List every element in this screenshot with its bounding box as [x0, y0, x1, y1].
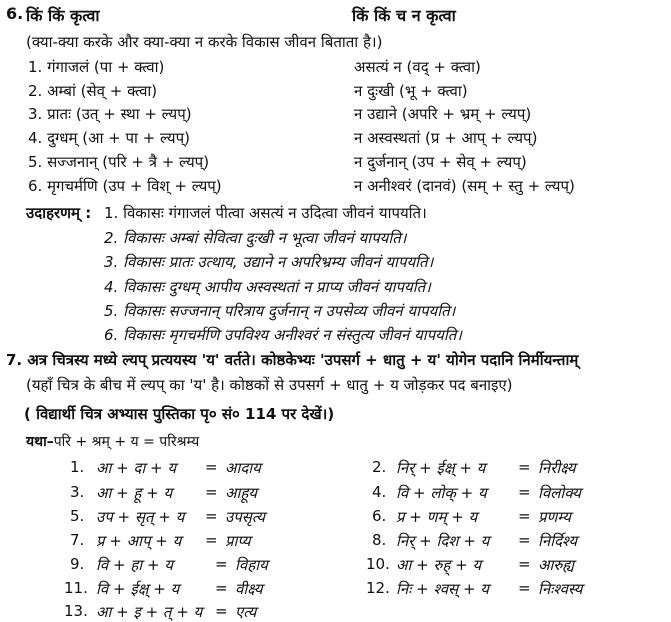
example-label: यथा– — [26, 434, 54, 450]
section-7-subtitle: (यहाँ चित्र के बीच में ल्यप् का 'य' है। कोष्ठकों से उपसर्ग + धातु + य जोड़कर पद बनाइए) — [26, 376, 513, 394]
word-item-8-result: निर्दिश्य — [538, 532, 578, 550]
word-item-12: 12. — [366, 579, 390, 597]
word-item-13-eq: = — [215, 602, 228, 620]
word-item-2-expr: निर् + ईक्ष् + य — [396, 459, 486, 477]
right-item-6: न अनीश्वरं (दानवं) (सम् + स्तु + ल्यप्) — [354, 177, 575, 195]
word-item-12-eq: = — [518, 579, 531, 597]
word-item-10-result: आरुह्य — [538, 556, 575, 574]
word-item-4: 4. — [372, 483, 387, 501]
word-item-5-expr: उप + सृत् + य — [96, 508, 185, 526]
word-item-10: 10. — [366, 555, 390, 573]
section-7-title: 7. अत्र चित्रस्य मध्ये ल्यप् प्रत्ययस्य 'य' वर्तते। कोष्ठकेभ्यः 'उपसर्ग + धातु + य' योगेन पदानि निर्मीयन्ताम् — [6, 351, 579, 369]
word-item-3-result: आहूय — [225, 484, 257, 502]
word-item-3-expr: आ + हू + य — [96, 484, 173, 502]
word-item-2-result: निरीक्ष्य — [538, 459, 576, 477]
word-item-2-eq: = — [518, 458, 531, 476]
left-item-5: 5. सज्जनान् (परि + त्रै + ल्यप्) — [28, 153, 210, 171]
word-item-9-expr: वि + हा + य — [96, 556, 173, 574]
example-2: 2. विकासः अम्बां सेवित्वा दुःखी न भूत्वा जीवनं यापयति। — [104, 229, 407, 247]
word-item-7: 7. — [70, 531, 85, 549]
word-item-5-eq: = — [205, 507, 218, 525]
word-item-4-result: विलोक्य — [538, 484, 582, 502]
word-item-1-eq: = — [205, 458, 218, 476]
example-1: 1. विकासः गंगाजलं पीत्वा असत्यं न उदित्वा जीवनं यापयति। — [104, 204, 427, 222]
word-item-4-expr: वि + लोक् + य — [396, 484, 487, 502]
word-item-11: 11. — [64, 579, 88, 597]
word-item-12-result: निःश्वस्य — [538, 580, 583, 598]
word-item-1: 1. — [70, 458, 85, 476]
section-7-example — [26, 432, 199, 451]
word-item-1-expr: आ + दा + य — [96, 459, 177, 477]
word-item-7-result: प्राप्य — [225, 532, 251, 550]
right-item-2: न दुःखी (भू + क्त्वा) — [354, 82, 468, 100]
section-6-title-left: किं किं कृत्वा — [26, 6, 100, 25]
left-item-6: 6. मृगचर्मणि (उप + विश् + ल्यप्) — [28, 177, 222, 195]
left-item-1: 1. गंगाजलं (पा + क्त्वा) — [28, 58, 165, 76]
word-item-12-expr: निः + श्वस् + य — [396, 580, 490, 598]
right-item-5: न दुर्जनान् (उप + सेव् + ल्यप्) — [354, 153, 527, 171]
example-3: 3. विकासः प्रातः उत्थाय, उद्याने न अपरिभ्रम्य जीवनं यापयति। — [104, 253, 434, 271]
word-item-9-eq: = — [215, 555, 228, 573]
right-item-3: न उद्याने (अपरि + भ्रम् + ल्यप्) — [354, 105, 532, 123]
section-6-number: 6. — [6, 4, 24, 23]
word-item-10-eq: = — [518, 555, 531, 573]
word-item-8: 8. — [372, 531, 387, 549]
word-item-8-expr: निर् + दिश + य — [396, 532, 490, 550]
word-item-9: 9. — [70, 555, 85, 573]
word-item-5: 5. — [70, 507, 85, 525]
section-7-note: ( विद्यार्थी चित्र अभ्यास पुस्तिका पृ० सं० 114 पर देखें।) — [24, 405, 335, 423]
word-item-6: 6. — [372, 507, 387, 525]
word-item-11-expr: वि + ईक्ष् + य — [96, 580, 180, 598]
word-item-6-result: प्रणम्य — [538, 508, 571, 526]
word-item-9-result: विहाय — [235, 556, 268, 574]
section-6-title-right: किं किं च न कृत्वा — [352, 6, 456, 25]
example-text: परि + श्रम् + य = परिश्रम्य — [53, 434, 200, 450]
word-item-13-expr: आ + इ + त् + य — [96, 603, 203, 621]
word-item-5-result: उपसृत्य — [225, 508, 265, 526]
examples-label: उदाहरणम् : — [26, 204, 92, 222]
word-item-7-eq: = — [205, 531, 218, 549]
word-item-13-result: एत्य — [235, 603, 257, 621]
word-item-6-eq: = — [518, 507, 531, 525]
word-item-3: 3. — [70, 483, 85, 501]
word-item-10-expr: आ + रुह् + य — [396, 556, 482, 574]
word-item-6-expr: प्र + णम् + य — [396, 508, 478, 526]
left-item-2: 2. अम्बां (सेव् + क्त्वा) — [28, 82, 158, 100]
right-item-4: न अस्वस्थतां (प्र + आप् + ल्यप्) — [354, 129, 538, 147]
word-item-2: 2. — [372, 458, 387, 476]
word-item-7-expr: प्र + आप् + य — [96, 532, 182, 550]
word-item-8-eq: = — [518, 531, 531, 549]
word-item-4-eq: = — [518, 483, 531, 501]
left-item-4: 4. दुग्धम् (आ + पा + ल्यप्) — [28, 129, 190, 147]
section-6-subtitle: (क्या-क्या करके और क्या-क्या न करके विकास जीवन बिताता है।) — [26, 33, 383, 51]
example-6: 6. विकासः मृगचर्मणि उपविश्य अनीश्वरं न संस्तुत्य जीवनं यापयति। — [104, 326, 462, 344]
word-item-13: 13. — [64, 602, 88, 620]
right-item-1: असत्यं न (वद् + क्त्वा) — [354, 58, 481, 76]
word-item-1-result: आदाय — [225, 459, 261, 477]
word-item-11-eq: = — [215, 579, 228, 597]
left-item-3: 3. प्रातः (उत् + स्था + ल्यप्) — [28, 105, 192, 123]
word-item-3-eq: = — [205, 483, 218, 501]
word-item-11-result: वीक्ष्य — [235, 580, 263, 598]
example-4: 4. विकासः दुग्धम् आपीय अस्वस्थतां न प्राप्य जीवनं यापयति। — [104, 278, 431, 296]
example-5: 5. विकासः सज्जनान् परित्राय दुर्जनान् न उपसेव्य जीवनं यापयति। — [104, 302, 456, 320]
